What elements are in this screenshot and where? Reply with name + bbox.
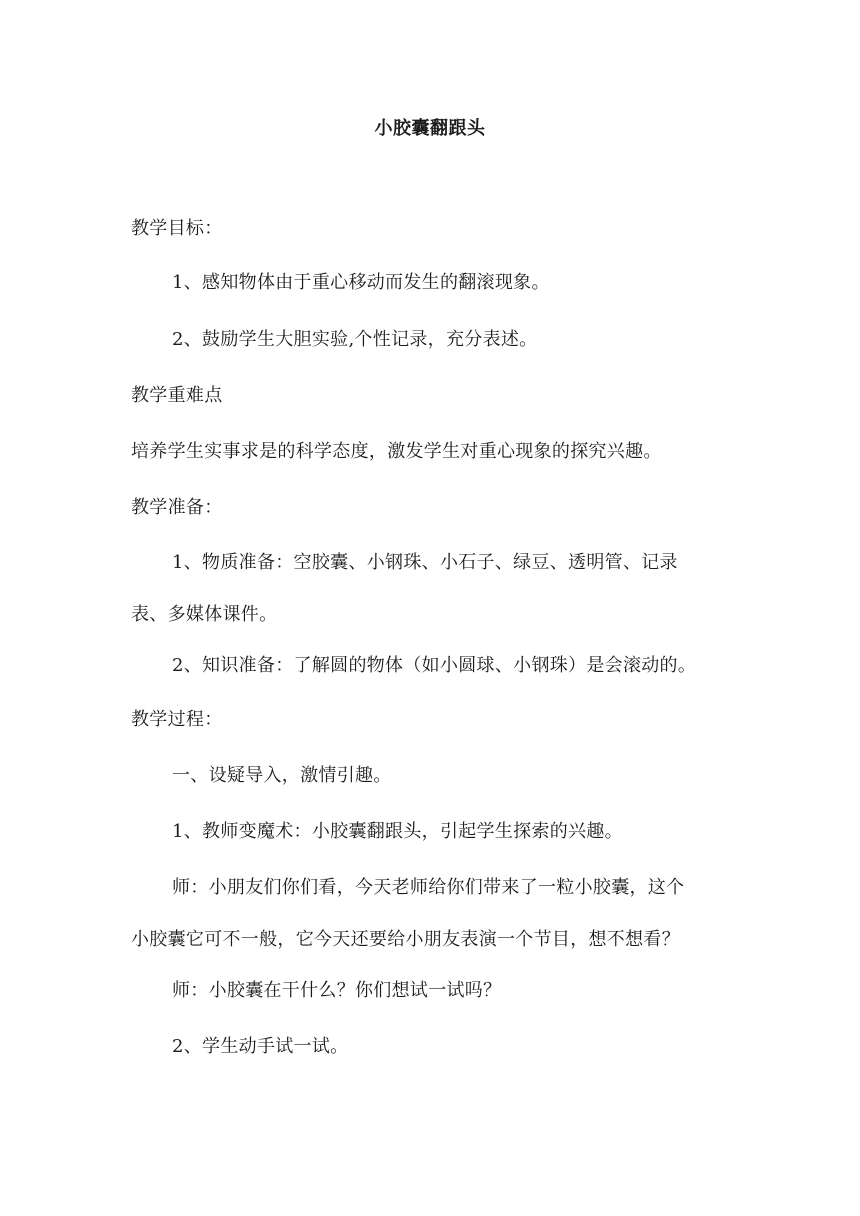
process-step-1: 一、设疑导入，激情引趣。	[172, 765, 392, 786]
preparation-heading: 教学准备：	[131, 497, 223, 518]
teacher-dialogue-1-line-1: 师：小朋友们你们看，今天老师给你们带来了一粒小胶囊，这个	[172, 877, 685, 898]
preparation-item-1-line-1: 1、物质准备：空胶囊、小钢珠、小石子、绿豆、透明管、记录	[172, 552, 678, 573]
key-points-text: 培养学生实事求是的科学态度，激发学生对重心现象的探究兴趣。	[131, 441, 662, 462]
document-title: 小胶囊翻跟头	[374, 118, 486, 139]
process-heading: 教学过程：	[131, 709, 223, 730]
process-step-1-1: 1、教师变魔术：小胶囊翻跟头，引起学生探索的兴趣。	[172, 821, 623, 842]
process-step-1-2: 2、学生动手试一试。	[172, 1036, 349, 1057]
preparation-item-1-line-2: 表、多媒体课件。	[131, 604, 278, 625]
objective-item-2: 2、鼓励学生大胆实验,个性记录，充分表述。	[172, 329, 538, 350]
key-points-heading: 教学重难点	[131, 385, 223, 406]
objective-item-1: 1、感知物体由于重心移动而发生的翻滚现象。	[172, 272, 550, 293]
objectives-heading: 教学目标：	[131, 218, 223, 239]
preparation-item-1	[131, 551, 731, 627]
preparation-item-2: 2、知识准备：了解圆的物体（如小圆球、小钢珠）是会滚动的。	[172, 655, 697, 676]
teacher-dialogue-1-line-2: 小胶囊它可不一般，它今天还要给小朋友表演一个节目，想不想看？	[131, 929, 680, 950]
teacher-dialogue-2: 师：小胶囊在干什么？你们想试一试吗？	[172, 980, 502, 1001]
teacher-dialogue-1	[131, 876, 731, 952]
